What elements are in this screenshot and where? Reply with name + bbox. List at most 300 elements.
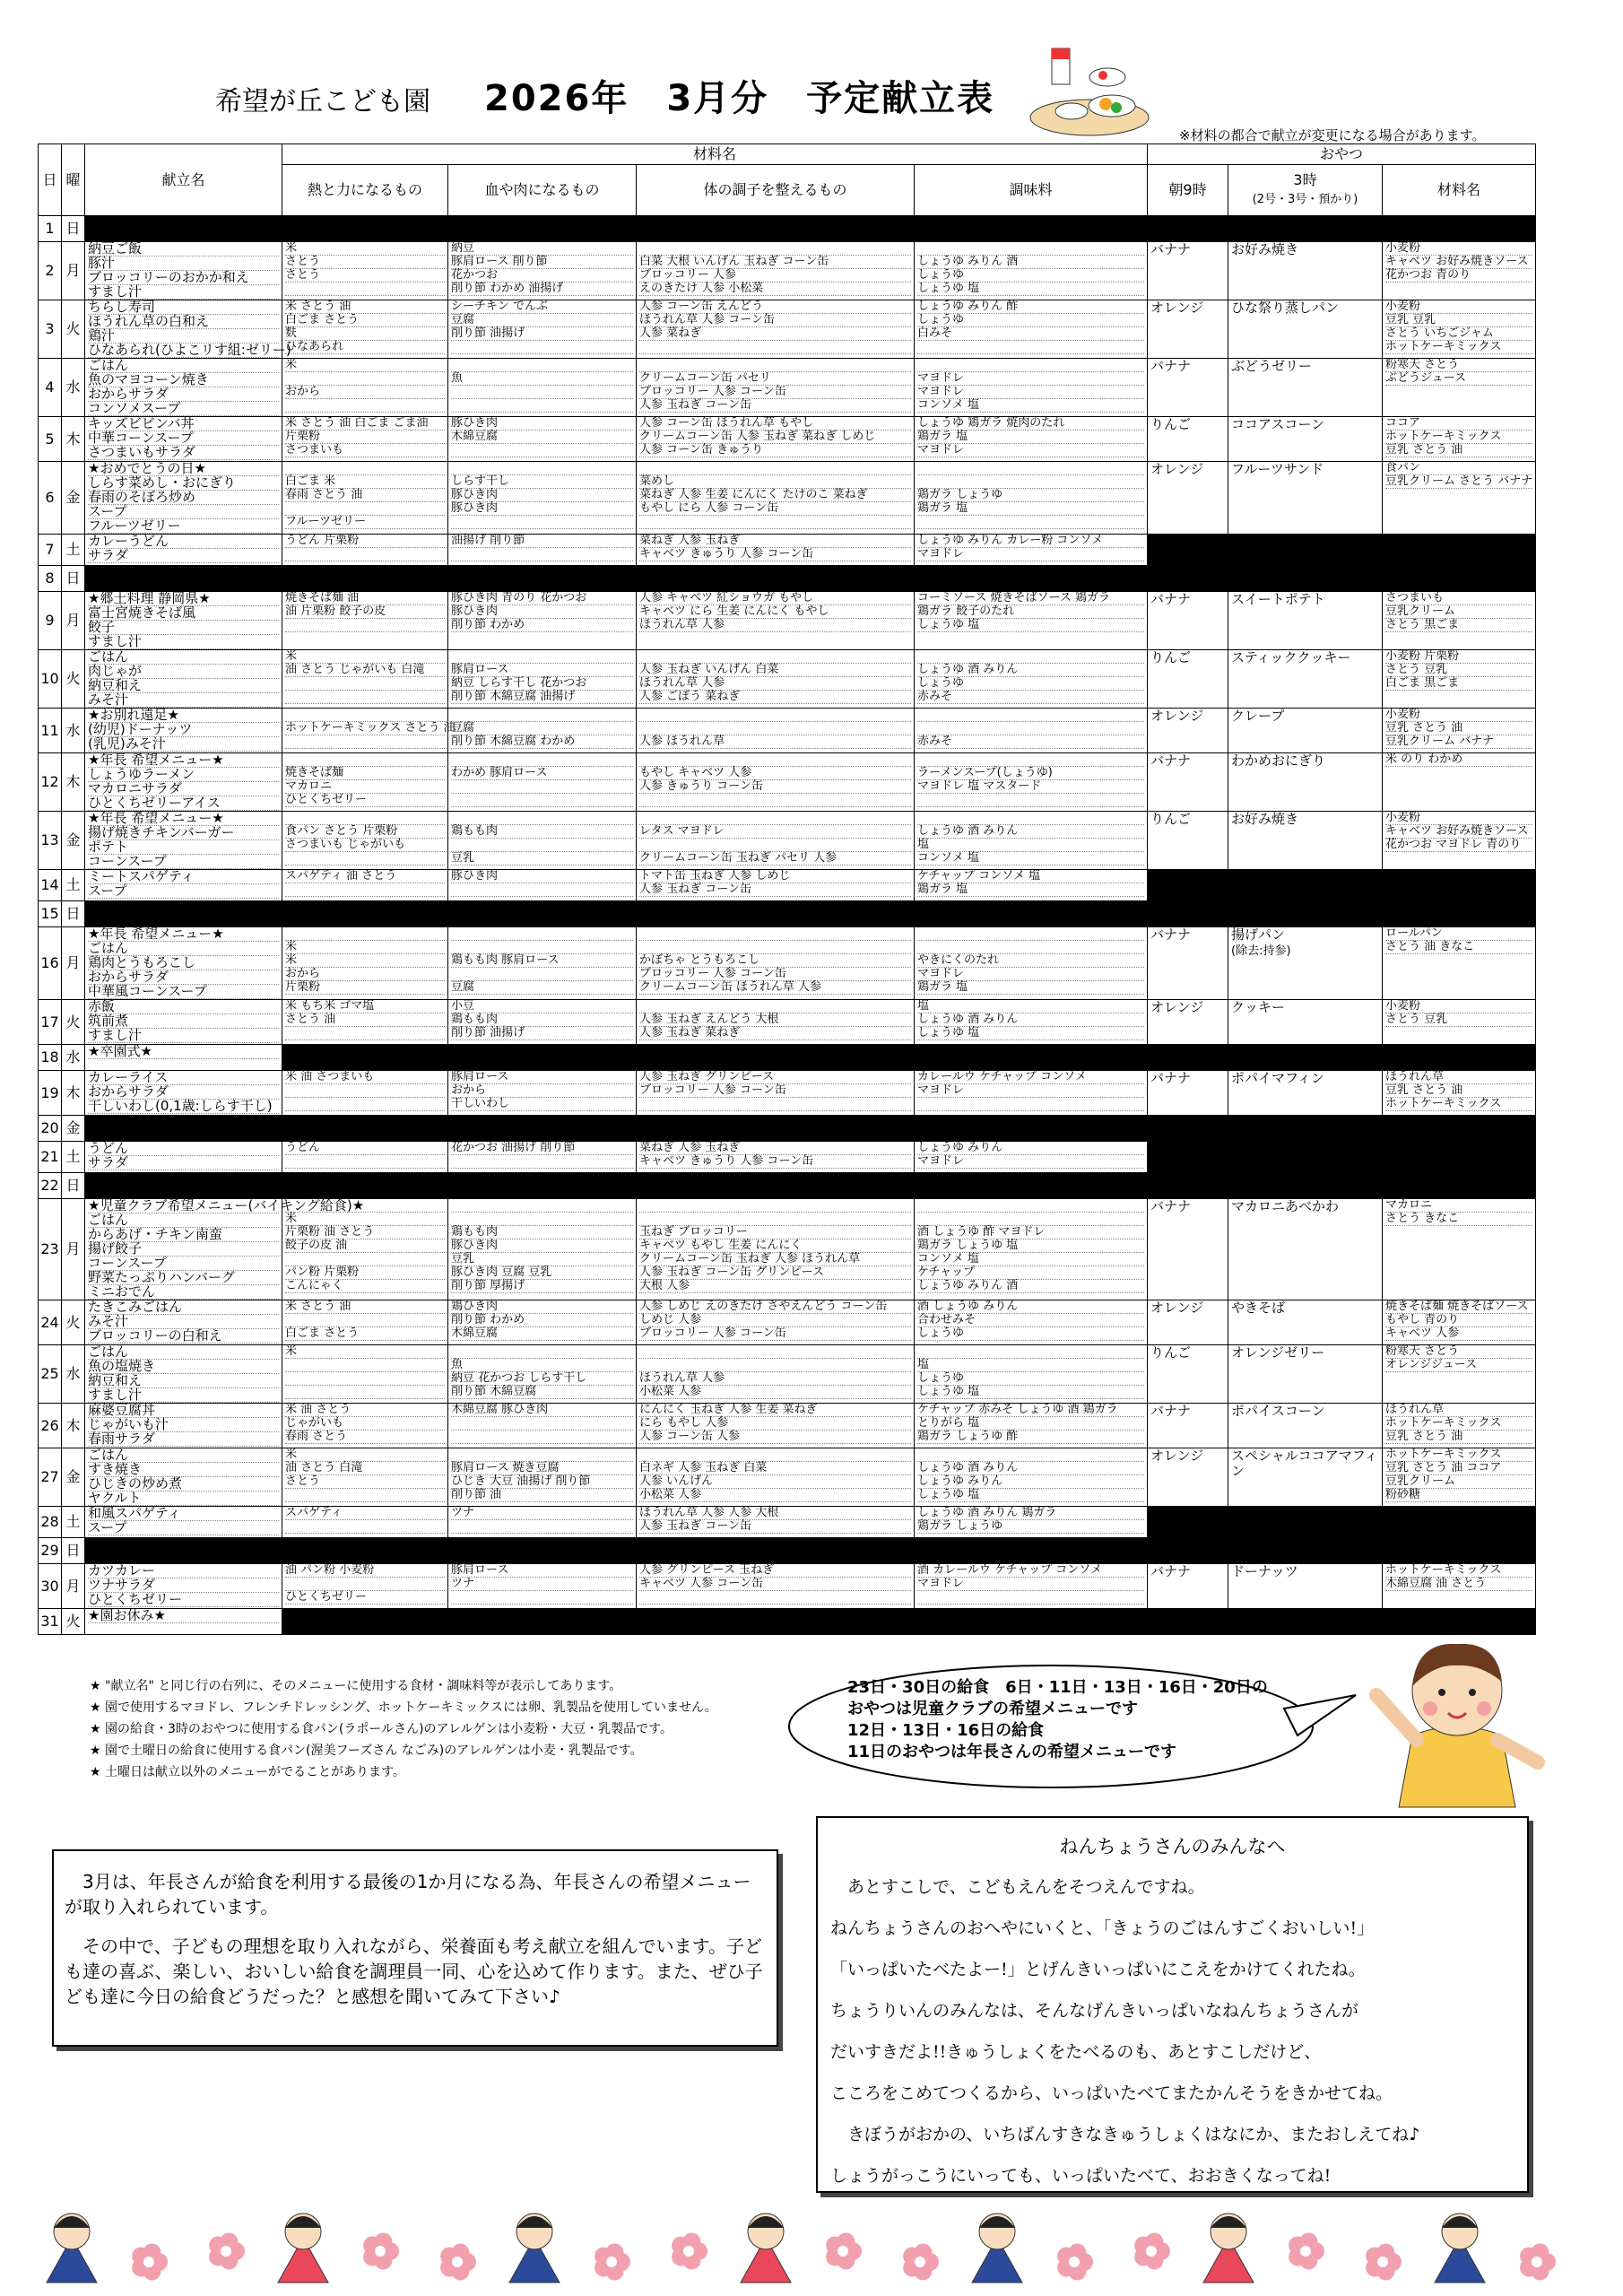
afternoon-snack <box>1228 300 1383 359</box>
morning-snack: オレンジ <box>1148 1300 1228 1345</box>
table-row <box>39 462 1536 535</box>
snack-ingredient-line: 豆乳クリーム <box>1385 605 1532 619</box>
ingredient-line <box>285 1520 445 1534</box>
ingredient-line: ひとくちゼリー <box>285 794 445 807</box>
dish-name: スープ <box>88 884 279 899</box>
ingredient-line: コンソメ 塩 <box>917 852 1144 865</box>
dish-name: ごはん <box>88 650 279 665</box>
ingredient-line: 花かつお 油揚げ 削り節 <box>451 1142 633 1155</box>
no-snack <box>1148 1507 1536 1538</box>
ingredient-line: 豆腐 <box>451 722 633 735</box>
ingredient-line: ツナ <box>451 1578 633 1591</box>
day-number: 16 <box>39 927 62 1000</box>
ingredient-line: 人参 玉ねぎ コーン缶 <box>639 883 911 897</box>
snack-ingredient-line: さとう 油 きなこ <box>1385 941 1532 954</box>
snack-ingredients <box>1383 300 1536 359</box>
morning-snack: りんご <box>1148 812 1228 870</box>
ingredient-line: 豚ひき肉 豆腐 豆乳 <box>451 1266 633 1280</box>
ingredient-line <box>639 812 911 825</box>
dish-name: すまし汁 <box>88 285 279 300</box>
dish-name: フルーツゼリー <box>88 519 279 534</box>
heat-ingredients <box>282 535 448 566</box>
dish-name: おからサラダ <box>88 970 279 985</box>
dish-name: ほうれん草の白和え <box>88 315 279 329</box>
ingredient-line: クリームコーン缶 玉ねぎ 人参 ほうれん草 <box>639 1253 911 1266</box>
dish-name: ごはん <box>88 1345 279 1360</box>
snack-ingredient-line: ホットケーキミックス <box>1385 1417 1532 1431</box>
ingredient-line: 米 <box>285 242 445 256</box>
ingredient-line <box>639 1098 911 1111</box>
graduates-line: きぼうがおかの、いちばんすきなきゅうしょくはなにか、またおしえてね♪ <box>830 2125 1420 2144</box>
vegetable-ingredients <box>637 535 915 566</box>
morning-snack: バナナ <box>1148 242 1228 300</box>
ingredient-line: 片栗粉 <box>285 430 445 444</box>
ingredient-line: 豚ひき肉 青のり 花かつお <box>451 592 633 605</box>
table-row <box>39 650 1536 709</box>
ingredient-line: 油 片栗粉 餃子の皮 <box>285 605 445 619</box>
ingredient-line: しょうゆ <box>917 269 1144 283</box>
ingredient-line <box>285 399 445 413</box>
vegetable-ingredients <box>637 1071 915 1116</box>
day-number: 11 <box>39 709 62 753</box>
ingredient-line: しょうゆ みりん 酒 <box>917 256 1144 269</box>
ingredient-line: しょうゆ <box>917 1372 1144 1386</box>
table-row <box>39 1071 1536 1116</box>
afternoon-snack-name: お好み焼き <box>1231 811 1299 827</box>
snack-ingredients <box>1383 1300 1536 1345</box>
snack-ingredient-line: 粉寒天 さとう <box>1385 359 1532 372</box>
morning-snack: オレンジ <box>1148 300 1228 359</box>
ingredient-line: 鶏ガラ しょうゆ 酢 <box>917 1431 1144 1444</box>
snack-ingredient-line: 粉寒天 さとう <box>1385 1345 1532 1359</box>
dish-name: 春雨サラダ <box>88 1432 279 1447</box>
menu-table <box>38 144 1536 1635</box>
table-row <box>39 566 1536 592</box>
weekday: 月 <box>62 927 85 1000</box>
ingredient-line: 米 <box>285 1213 445 1226</box>
ingredient-line <box>285 1359 445 1372</box>
snack-ingredients <box>1383 1000 1536 1045</box>
ingredient-line: 油 さとう じゃがいも 白滝 <box>285 664 445 677</box>
ingredient-line: おから <box>451 1084 633 1098</box>
menu-body <box>39 216 1536 1635</box>
ingredient-line <box>917 242 1144 256</box>
dish-name: ごはん <box>88 359 279 373</box>
ingredient-line <box>917 722 1144 735</box>
afternoon-snack-name: ポパイマフィン <box>1231 1070 1324 1086</box>
ingredient-line <box>639 1199 911 1213</box>
seasonings <box>915 1300 1148 1345</box>
school-name: 希望が丘こども園 <box>215 86 430 117</box>
day-number: 8 <box>39 566 62 592</box>
snack-ingredient-line: 豆乳 豆乳 <box>1385 314 1532 327</box>
ingredient-line <box>451 548 633 561</box>
morning-snack: バナナ <box>1148 1564 1228 1609</box>
ingredient-line <box>639 753 911 767</box>
snack-ingredients <box>1383 1564 1536 1609</box>
ingredient-line <box>285 372 445 386</box>
heat-ingredients <box>282 1564 448 1609</box>
dish-name: ★郷土料理 静岡県★ <box>88 592 279 606</box>
col-ingredients: 材料名 <box>282 144 1148 165</box>
col-pm <box>1228 165 1383 216</box>
doll-hair-icon <box>979 2216 1015 2228</box>
ingredient-line: 小松菜 人参 <box>639 1386 911 1399</box>
snack-ingredient-line: もやし 青のり <box>1385 1314 1532 1327</box>
heat-ingredients <box>282 812 448 870</box>
ingredient-line <box>917 1098 1144 1111</box>
day-number: 2 <box>39 242 62 300</box>
ingredient-line: 玉ねぎ ブロッコリー <box>639 1226 911 1239</box>
dish-name: すまし汁 <box>88 635 279 649</box>
ingredient-line: 菜ねぎ 人参 生姜 にんにく たけのこ 菜ねぎ <box>639 489 911 502</box>
dish-name: 筑前煮 <box>88 1014 279 1029</box>
protein-ingredients <box>448 242 637 300</box>
dish-name: 納豆和え <box>88 1374 279 1388</box>
ingredient-line <box>285 1489 445 1502</box>
ingredient-line: しらす干し <box>451 475 633 489</box>
morning-snack: バナナ <box>1148 927 1228 1000</box>
table-row <box>39 242 1536 300</box>
ingredient-line: 人参 ほうれん草 <box>639 735 911 749</box>
ingredient-line: 白ごま 米 <box>285 475 445 489</box>
ingredient-line: しょうゆ 塩 <box>917 1489 1144 1502</box>
vegetable-ingredients <box>637 1404 915 1448</box>
day-number: 25 <box>39 1345 62 1404</box>
dish-name: うどん <box>88 1142 279 1156</box>
ingredient-line <box>285 735 445 749</box>
afternoon-snack <box>1228 1564 1383 1609</box>
ingredient-line <box>639 341 911 354</box>
table-row <box>39 1173 1536 1199</box>
table-row <box>39 216 1536 242</box>
ingredient-line: 赤みそ <box>917 735 1144 749</box>
ingredient-line: 削り節 油揚げ <box>451 1027 633 1040</box>
ingredient-line: 油揚げ 削り節 <box>451 535 633 548</box>
afternoon-snack-name: ドーナッツ <box>1231 1563 1298 1579</box>
afternoon-snack-name: ココアスコーン <box>1231 416 1325 432</box>
ingredient-line: 鶏もも肉 <box>451 1226 633 1239</box>
ingredient-line: 米 <box>285 650 445 664</box>
protein-ingredients <box>448 1448 637 1507</box>
snack-ingredients <box>1383 812 1536 870</box>
snack-ingredients <box>1383 592 1536 650</box>
col-weekday: 曜 <box>62 144 85 216</box>
ingredient-line: 大根 人参 <box>639 1280 911 1293</box>
bubble-line: 23日・30日の給食 6日・11日・13日・16日・20日の <box>847 1678 1268 1697</box>
ingredient-line: キャベツ 人参 コーン缶 <box>639 1578 911 1591</box>
afternoon-snack-name: マカロニあべかわ <box>1231 1198 1340 1214</box>
protein-ingredients <box>448 1300 637 1345</box>
vegetable-ingredients <box>637 1448 915 1507</box>
ingredient-line: えのきたけ 人参 小松菜 <box>639 283 911 296</box>
snack-ingredient-line: 小麦粉 片栗粉 <box>1385 650 1532 664</box>
ingredient-line <box>451 1199 633 1213</box>
table-row <box>39 1404 1536 1448</box>
ingredient-line: しょうゆ みりん 酒 <box>917 1280 1144 1293</box>
ingredient-line: 春雨 さとう <box>285 1431 445 1444</box>
ingredient-line <box>451 812 633 825</box>
weekday: 火 <box>62 300 85 359</box>
col-pm-label: 3時 <box>1293 171 1317 188</box>
dish-name: 豚汁 <box>88 257 279 271</box>
afternoon-snack <box>1228 1300 1383 1345</box>
day-number: 26 <box>39 1404 62 1448</box>
ingredient-line: さつまいも じゃがいも <box>285 839 445 852</box>
afternoon-snack-name: お好み焼き <box>1231 241 1299 257</box>
heat-ingredients <box>282 753 448 812</box>
afternoon-snack <box>1228 709 1383 753</box>
ingredient-line <box>451 386 633 399</box>
menu-dishes <box>85 1045 282 1071</box>
seasonings <box>915 1564 1148 1609</box>
ingredient-line <box>451 444 633 457</box>
ingredient-line: 削り節 木綿豆腐 <box>451 1386 633 1399</box>
snack-ingredient-line: ぶどうジュース <box>1385 372 1532 386</box>
menu-dishes <box>85 1300 282 1345</box>
snack-ingredient-line: 粉砂糖 <box>1385 1489 1532 1502</box>
closed-row <box>282 1609 1536 1635</box>
table-row <box>39 1507 1536 1538</box>
day-number: 31 <box>39 1609 62 1635</box>
protein-ingredients <box>448 812 637 870</box>
heat-ingredients <box>282 1507 448 1538</box>
ingredient-line: 鶏もも肉 <box>451 1013 633 1027</box>
seasonings <box>915 812 1148 870</box>
morning-snack: バナナ <box>1148 592 1228 650</box>
col-heat: 熱と力になるもの <box>282 165 448 216</box>
ingredient-line: キャベツ もやし 生姜 にんにく <box>639 1239 911 1253</box>
weekday: 金 <box>62 812 85 870</box>
heat-ingredients <box>282 242 448 300</box>
snack-ingredient-line: さつまいも <box>1385 592 1532 605</box>
dish-name: ちらし寿司 <box>88 300 279 315</box>
vegetable-ingredients <box>637 927 915 1000</box>
table-row <box>39 1345 1536 1404</box>
ingredient-line: 豚肩ロース <box>451 1564 633 1578</box>
ingredient-line: しょうゆ みりん <box>917 1475 1144 1489</box>
plum-center-icon <box>915 2257 925 2267</box>
vegetable-ingredients <box>637 870 915 901</box>
day-number: 10 <box>39 650 62 709</box>
snack-ingredient-line: キャベツ 人参 <box>1385 1327 1532 1341</box>
ingredient-line: 魚 <box>451 372 633 386</box>
legend-line: ★ 園の給食・3時のおやつに使用する食パン(ラポールさん)のアレルゲンは小麦粉・大豆・乳製品です。 <box>90 1722 673 1736</box>
protein-ingredients <box>448 592 637 650</box>
afternoon-snack-name: 揚げパン <box>1231 926 1286 943</box>
ingredient-line <box>285 619 445 632</box>
protein-ingredients <box>448 359 637 417</box>
ingredient-line <box>285 677 445 691</box>
weekday: 月 <box>62 1564 85 1609</box>
table-row <box>39 300 1536 359</box>
snack-ingredient-line: キャベツ お好み焼きソース <box>1385 825 1532 839</box>
ingredient-line: コンソメ 塩 <box>917 399 1144 413</box>
dish-name: すまし汁 <box>88 1029 279 1043</box>
dish-name: ★年長 希望メニュー★ <box>88 753 279 768</box>
ingredient-line <box>451 1591 633 1605</box>
dish-name: サラダ <box>88 1156 279 1170</box>
ingredient-line <box>639 927 911 941</box>
dish-name: しらす菜めし・おにぎり <box>88 476 279 491</box>
ingredient-line <box>451 1448 633 1462</box>
table-row <box>39 1199 1536 1300</box>
ingredient-line: 菜ねぎ 人参 玉ねぎ <box>639 535 911 548</box>
morning-snack: バナナ <box>1148 359 1228 417</box>
snack-ingredient-line: オレンジジュース <box>1385 1359 1532 1372</box>
snack-ingredient-line: 小麦粉 <box>1385 242 1532 256</box>
ingredient-line: クリームコーン缶 ほうれん草 人参 <box>639 981 911 995</box>
snack-ingredient-line: 木綿豆腐 油 さとう <box>1385 1578 1532 1591</box>
ingredient-line: キャベツ にら 生姜 にんにく もやし <box>639 605 911 619</box>
protein-ingredients <box>448 462 637 535</box>
dish-name: 魚の塩焼き <box>88 1360 279 1374</box>
doll-hair-icon <box>1211 2216 1246 2228</box>
ingredient-line: マヨドレ <box>917 444 1144 457</box>
ingredient-line: 豚肩ロース <box>451 1071 633 1084</box>
seasonings <box>915 1199 1148 1300</box>
ingredient-line: 春雨 さとう 油 <box>285 489 445 502</box>
protein-ingredients <box>448 753 637 812</box>
blank-row <box>85 901 1536 927</box>
afternoon-snack <box>1228 417 1383 462</box>
vegetable-ingredients <box>637 1199 915 1300</box>
ingredient-line <box>639 794 911 807</box>
ingredient-line: 鶏ひき肉 <box>451 1300 633 1314</box>
ingredient-line: ツナ <box>451 1507 633 1520</box>
ingredient-line: 豚ひき肉 <box>451 489 633 502</box>
dish-name: すまし汁 <box>88 1388 279 1403</box>
ingredient-line: 人参 玉ねぎ コーン缶 <box>639 1520 911 1534</box>
vegetable-ingredients <box>637 1142 915 1173</box>
morning-snack: りんご <box>1148 650 1228 709</box>
seasonings <box>915 592 1148 650</box>
doll-hair-icon <box>748 2216 784 2228</box>
ingredient-line: マヨドレ <box>917 386 1144 399</box>
closed-row <box>282 1045 1536 1071</box>
blank-row <box>85 1173 1536 1199</box>
dish-name: ミニおでん <box>88 1285 279 1300</box>
ingredient-line: 片栗粉 <box>285 981 445 995</box>
ingredient-line: 米 もち米 ゴマ塩 <box>285 1000 445 1013</box>
dish-name: おからサラダ <box>88 387 279 402</box>
ingredient-line: 人参 玉ねぎ えんどう 大根 <box>639 1013 911 1027</box>
ingredient-line: 菜めし <box>639 475 911 489</box>
afternoon-snack <box>1228 592 1383 650</box>
snack-ingredient-line: ホットケーキミックス <box>1385 341 1532 354</box>
ingredient-line <box>451 516 633 529</box>
afternoon-snack <box>1228 1071 1383 1116</box>
dish-name: たきこみごはん <box>88 1300 279 1315</box>
day-number: 30 <box>39 1564 62 1609</box>
ingredient-line <box>451 1345 633 1359</box>
dish-name: カレーライス <box>88 1071 279 1085</box>
table-row <box>39 1564 1536 1609</box>
day-number: 23 <box>39 1199 62 1300</box>
ingredient-line: ブロッコリー 人参 <box>639 269 911 283</box>
ingredient-line: 酒 しょうゆ みりん <box>917 1300 1144 1314</box>
ingredient-line: マヨドレ <box>917 1578 1144 1591</box>
ingredient-line: しょうゆ 塩 <box>917 1027 1144 1040</box>
ingredient-line: 酒 しょうゆ 酢 マヨドレ <box>917 1226 1144 1239</box>
afternoon-snack <box>1228 927 1383 1000</box>
seasonings <box>915 1142 1148 1173</box>
snack-ingredient-line: 米 のり わかめ <box>1385 753 1532 767</box>
vegetable-ingredients <box>637 1000 915 1045</box>
col-snack: おやつ <box>1148 144 1536 165</box>
ingredient-line: じゃがいも <box>285 1417 445 1431</box>
weekday: 日 <box>62 901 85 927</box>
day-number: 21 <box>39 1142 62 1173</box>
morning-snack: バナナ <box>1148 1071 1228 1116</box>
table-row <box>39 1142 1536 1173</box>
ingredient-line: 米 さとう 油 白ごま ごま油 <box>285 417 445 430</box>
ingredient-line <box>451 1431 633 1444</box>
staff-message-1: 3月は、年長さんが給食を利用する最後の1か月になる為、年長さんの希望メニューが取り入れられています。 <box>65 1871 751 1918</box>
ingredient-line <box>917 516 1144 529</box>
ingredient-line: スパゲティ <box>285 1507 445 1520</box>
ingredient-line: ブロッコリー 人参 コーン缶 <box>639 1084 911 1098</box>
menu-dishes <box>85 535 282 566</box>
snack-ingredients <box>1383 709 1536 753</box>
dish-name: 野菜たっぷりハンバーグ <box>88 1271 279 1285</box>
no-snack <box>1148 535 1536 566</box>
day-number: 4 <box>39 359 62 417</box>
snack-ingredients <box>1383 1199 1536 1300</box>
ingredient-line: フルーツゼリー <box>285 516 445 529</box>
heat-ingredients <box>282 592 448 650</box>
ingredient-line <box>285 1314 445 1327</box>
dish-name: 麻婆豆腐丼 <box>88 1404 279 1418</box>
ingredient-line: さとう <box>285 269 445 283</box>
ingredient-line: 米 油 さとう <box>285 1404 445 1417</box>
dish-name: ごはん <box>88 1448 279 1463</box>
table-row <box>39 1116 1536 1142</box>
weekday: 月 <box>62 242 85 300</box>
legend-line: ★ 園で土曜日の給食に使用する食パン(渥美フーズさん なごみ)のアレルゲンは小麦・乳製品です。 <box>90 1744 643 1758</box>
dish-name: 中華コーンスープ <box>88 431 279 446</box>
legend-line: ★ 土曜日は献立以外のメニューがでることがあります。 <box>90 1765 405 1779</box>
menu-dishes <box>85 1507 282 1538</box>
ingredient-line: 鶏ガラ 塩 <box>917 883 1144 897</box>
dish-name: ひなあられ(ひよこリす組:ゼリー) <box>88 342 291 358</box>
ingredient-line <box>285 1027 445 1040</box>
heat-ingredients <box>282 927 448 1000</box>
snack-ingredient-line: 花かつお 青のり <box>1385 269 1532 283</box>
snack-ingredient-line: 食パン <box>1385 462 1532 475</box>
dish-name: ミートスパゲティ <box>88 870 279 884</box>
ingredient-line: しょうゆ みりん 酢 <box>917 300 1144 314</box>
ingredient-line <box>917 794 1144 807</box>
heat-ingredients <box>282 1345 448 1404</box>
weekday: 水 <box>62 1045 85 1071</box>
afternoon-snack <box>1228 1448 1383 1507</box>
ingredient-line: さとう <box>285 256 445 269</box>
ingredient-line: 鶏ガラ しょうゆ <box>917 1520 1144 1534</box>
ingredient-line: 人参 コーン缶 人参 <box>639 1431 911 1444</box>
menu-dishes <box>85 1142 282 1173</box>
ingredient-line: ひとくちゼリー <box>285 1591 445 1605</box>
no-snack <box>1148 1142 1536 1173</box>
ingredient-line <box>451 1213 633 1226</box>
ingredient-line: 豆乳 <box>451 852 633 865</box>
weekday: 月 <box>62 1199 85 1300</box>
col-menu: 献立名 <box>85 144 282 216</box>
snack-ingredient-line: 豆乳 さとう 油 <box>1385 444 1532 457</box>
seasonings <box>915 1448 1148 1507</box>
dish-name: ごはん <box>88 942 279 956</box>
protein-ingredients <box>448 417 637 462</box>
